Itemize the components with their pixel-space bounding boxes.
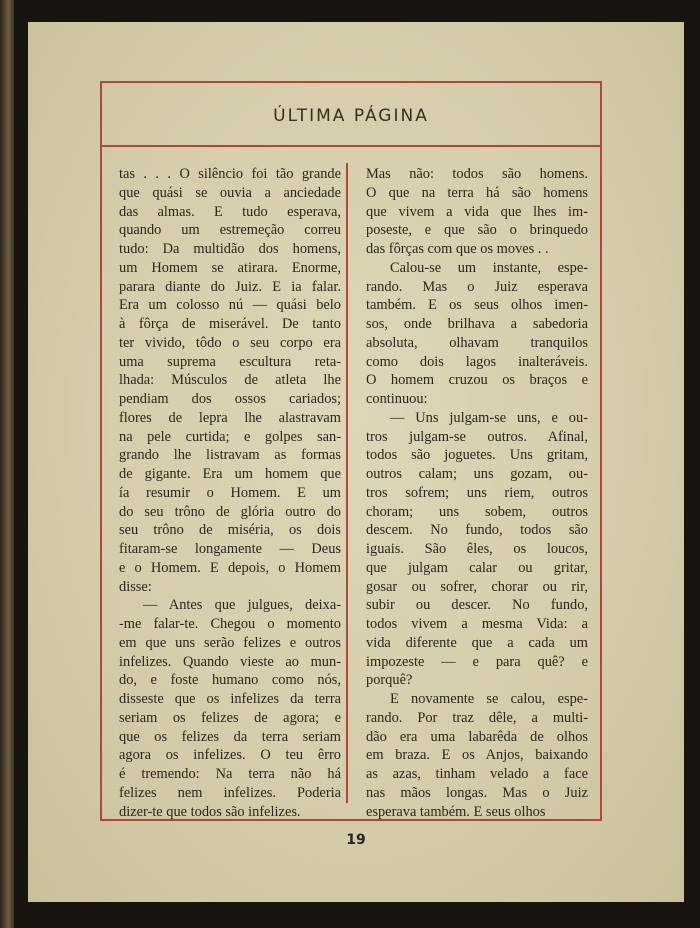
text-line: choram; uns sobem, outros [366,503,588,520]
text-line: seu trôno de miséria, os dois [119,522,341,539]
text-line: felizes nem infelizes. Poderia [119,784,341,801]
text-line: que vivem a vida que lhes im- [366,203,588,220]
text-line: descem. No fundo, todos são [366,522,588,539]
text-line: ía resumir o Homem. E um [119,484,341,501]
text-line: poseste, e que são o brinquedo [366,222,588,239]
text-line: esperava também. E seus olhos [366,803,546,820]
text-line: como dois lagos inalteráveis. [366,353,588,370]
text-line: subir ou descer. No fundo, [366,597,588,614]
text-line: as azas, tinham velado a face [366,766,588,782]
text-line: parara diante do Juiz. E ia falar. [119,278,341,295]
text-line: ter vivido, tôdo o seu corpo era [119,334,341,351]
text-line: em que uns serão felizes e outros [119,634,341,651]
text-line: que julgam calar ou gritar, [366,559,588,576]
page-title: ÚLTIMA PÁGINA [273,106,429,126]
text-line: absoluta, olhavam tranquilos [366,334,588,351]
title-bar [102,83,600,147]
text-line: e o Homem. E depois, o Homem [119,559,341,576]
text-line: tudo: Da multidão dos homens, [119,241,341,257]
text-line: uma suprema escultura reta- [119,353,341,370]
text-line: dão era uma labarêda de olhos [366,728,588,745]
text-line: à fôrça de miserável. De tanto [119,316,341,332]
text-line: grando lhe listravam as formas [119,447,341,464]
text-line: disseste que os infelizes da terra [119,691,341,707]
text-line: porquê? [366,672,413,689]
text-line: em braza. E os Anjos, baixando [366,747,588,764]
text-line: que os felizes da terra seriam [119,728,341,745]
book-page [28,22,684,902]
text-line: tas . . . O silêncio foi tão grande [119,166,341,182]
text-line: na pele curtida; e golpes san- [119,428,341,445]
text-line: agora os infelizes. O teu êrro [119,747,341,764]
text-line: do seu trôno de glória outro do [119,503,341,520]
text-line: iguais. São êles, os loucos, [366,541,588,557]
text-line: infelizes. Quando vieste ao mun- [119,653,341,670]
text-line: O homem cruzou os braços e [366,372,588,389]
text-line: rando. Mas o Juiz esperava [366,278,588,295]
text-line: das fôrças com que os moves . . [366,241,549,257]
text-line: tros julgam-se outros. Afinal, [366,428,588,445]
text-line: tros sofrem; uns riem, outros [366,484,588,501]
text-line: — Uns julgam-se uns, e ou- [390,409,588,426]
text-line: Mas não: todos são homens. [366,166,588,182]
page-number: 19 [346,832,366,848]
text-line: todos vivem a mesma Vida: a [366,616,588,632]
text-line: continuou: [366,391,428,407]
text-line: seriam os felizes de agora; e [119,709,341,726]
column-divider [346,163,348,803]
text-line: quando um estremeção correu [119,222,341,239]
text-line: do, e foste humano como nós, [119,672,341,689]
text-line: gosar ou sofrer, chorar ou rir, [366,578,588,595]
text-line: que quási se ouvia a anciedade [119,184,341,201]
text-line: impozeste — e para quê? e [366,653,588,670]
text-line: flores de lepra lhe alastravam [119,409,341,426]
text-line: rando. Por traz dêle, a multi- [366,709,588,726]
text-line: nas mãos longas. Mas o Juiz [366,784,588,801]
text-line: um Homem se atirara. Enorme, [119,259,341,276]
text-line: todos são joguetes. Uns gritam, [366,447,588,464]
text-line: O que na terra há são homens [366,184,588,201]
left-text-column [119,165,341,821]
text-line: é tremendo: Na terra não há [119,766,341,782]
red-border-frame [100,81,602,821]
text-line: fitaram-se longamente — Deus [119,541,341,557]
text-line: disse: [119,578,152,595]
text-line: outros calam; uns gozam, ou- [366,466,588,482]
text-line: -me falar-te. Chegou o momento [119,616,341,632]
text-line: lhada: Músculos de atleta lhe [119,372,341,389]
text-line: pendiam dos ossos cariados; [119,391,341,407]
text-line: Era um colosso nú — quási belo [119,297,341,314]
text-line: de gigante. Era um homem que [119,466,341,482]
text-line: Calou-se um instante, espe- [390,259,588,276]
text-line: dizer-te que todos são infelizes. [119,803,301,820]
text-line: — Antes que julgues, deixa- [143,597,341,614]
book-spine-edge [0,0,14,928]
text-line: também. E os seus olhos imen- [366,297,588,314]
text-line: das almas. E tudo esperava, [119,203,341,220]
text-line: vida diferente que a cada um [366,634,588,651]
text-line: E novamente se calou, espe- [390,691,588,707]
text-line: sos, onde brilhava a sabedoria [366,316,588,332]
right-text-column [366,165,588,821]
